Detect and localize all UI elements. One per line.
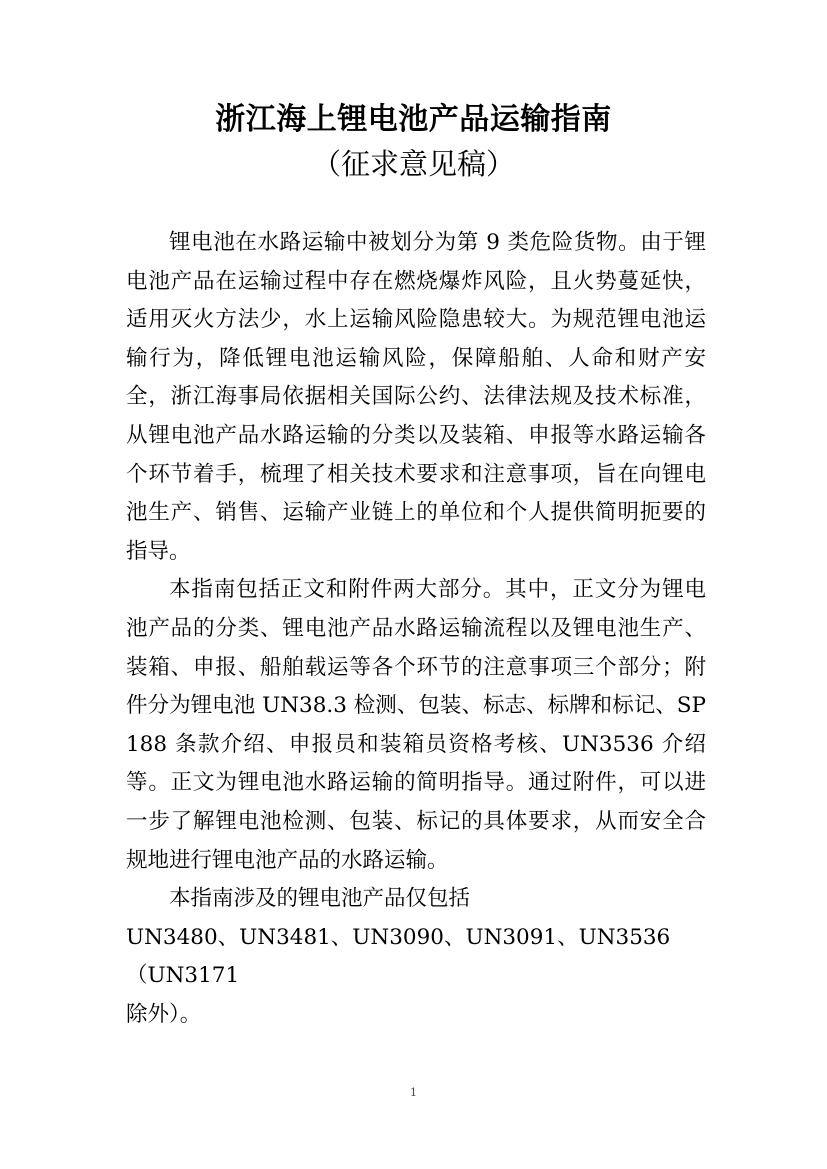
paragraph-scope-line-2: UN3480、UN3481、UN3090、UN3091、UN3536（UN3171	[126, 924, 671, 989]
document-subtitle: （征求意见稿）	[311, 147, 515, 181]
paragraph-scope	[126, 880, 706, 1034]
page-number: 1	[410, 1086, 417, 1099]
document-body	[126, 224, 706, 1034]
paragraph-structure: 本指南包括正文和附件两大部分。其中，正文分为锂电池产品的分类、锂电池产品水路运输流程以及锂电池生产、装箱、申报、船舶载运等各个环节的注意事项三个部分；附件分为锂电池 UN38.3 检测、包装、标志、标牌和标记、SP188 条款介绍、申报员和装箱员资格考核、UN3536 介绍等。正文为锂电池水路运输的简明指导。通过附件，可以进一步了解锂电池检测、包装、标记的具体要求，从而安全合规地进行锂电池产品的水路运输。	[126, 577, 706, 873]
paragraph-scope-line-3: 除外）。	[126, 1001, 202, 1027]
paragraph-scope-line-1: 本指南涉及的锂电池产品仅包括	[169, 886, 471, 912]
document-title: 浙江海上锂电池产品运输指南	[215, 102, 612, 137]
paragraph-intro: 锂电池在水路运输中被划分为第 9 类危险货物。由于锂电池产品在运输过程中存在燃烧爆炸风险，且火势蔓延快，适用灭火方法少，水上运输风险隐患较大。为规范锂电池运输行为，降低锂电池运输风险，保障船舶、人命和财产安全，浙江海事局依据相关国际公约、法律法规及技术标准，从锂电池产品水路运输的分类以及装箱、申报等水路运输各个环节着手，梳理了相关技术要求和注意事项，旨在向锂电池生产、销售、运输产业链上的单位和个人提供简明扼要的指导。	[126, 230, 706, 564]
